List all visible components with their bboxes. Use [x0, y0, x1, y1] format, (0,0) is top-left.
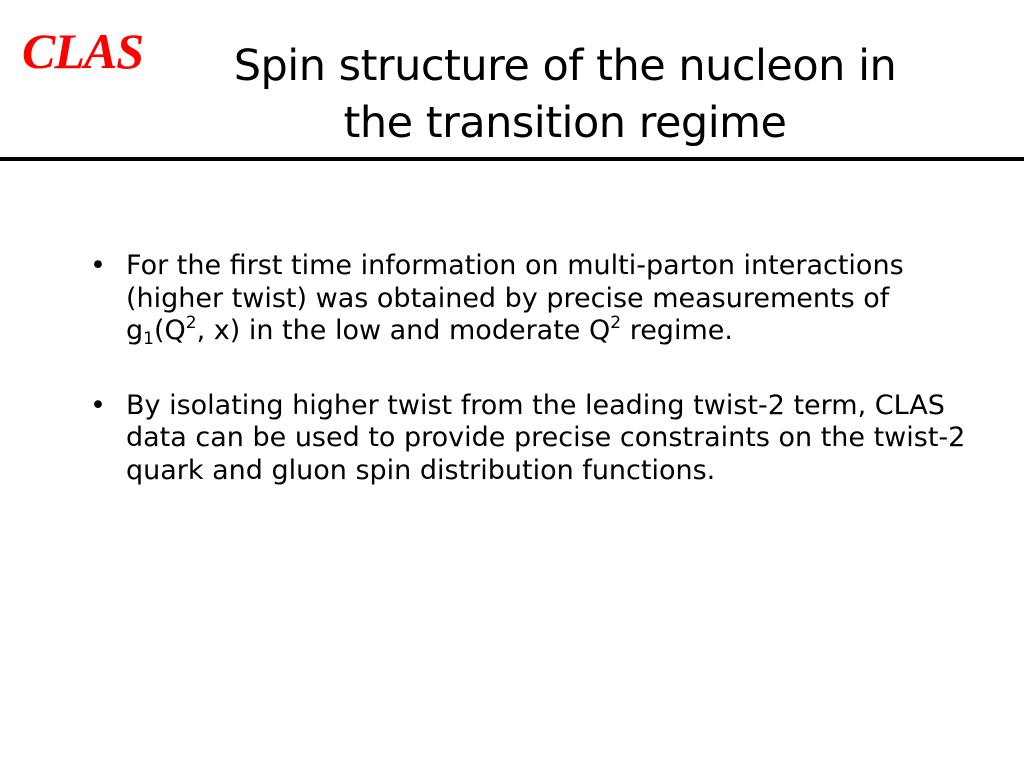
bullet-list: [90, 250, 970, 529]
clas-logo: CLAS: [22, 23, 144, 79]
bullet-2-text: By isolating higher twist from the leading twist-2 term, CLAS data can be used to provide precise constraints on the twist-2 quark and gluon spin distribution functions.: [126, 389, 966, 486]
slide-title: [160, 38, 970, 152]
slide-title-line-2: the transition regime: [343, 98, 787, 148]
bullet-icon: •: [90, 250, 106, 281]
bullet-1-text-middle: , x) in the low and moderate: [196, 315, 590, 346]
bullet-1-text-start: For the first time information on multi-parton interactions (higher twist) was obtained by precise measurements of: [126, 250, 904, 314]
g-subscript: 1: [143, 329, 154, 349]
g-symbol: g: [126, 315, 144, 346]
title-divider: [0, 157, 1024, 161]
q-symbol-open: (Q: [153, 315, 186, 346]
q-superscript-1: 2: [185, 313, 197, 333]
slide-title-line-1: Spin structure of the nucleon in: [233, 41, 897, 91]
bullet-icon: •: [90, 389, 106, 421]
bullet-item-higher-twist: [90, 250, 970, 348]
bullet-item-twist-2-constraints: [90, 390, 970, 488]
q-superscript-2: 2: [610, 313, 622, 333]
bullet-1-text-end: regime.: [621, 315, 733, 346]
q-symbol: Q: [589, 315, 611, 346]
